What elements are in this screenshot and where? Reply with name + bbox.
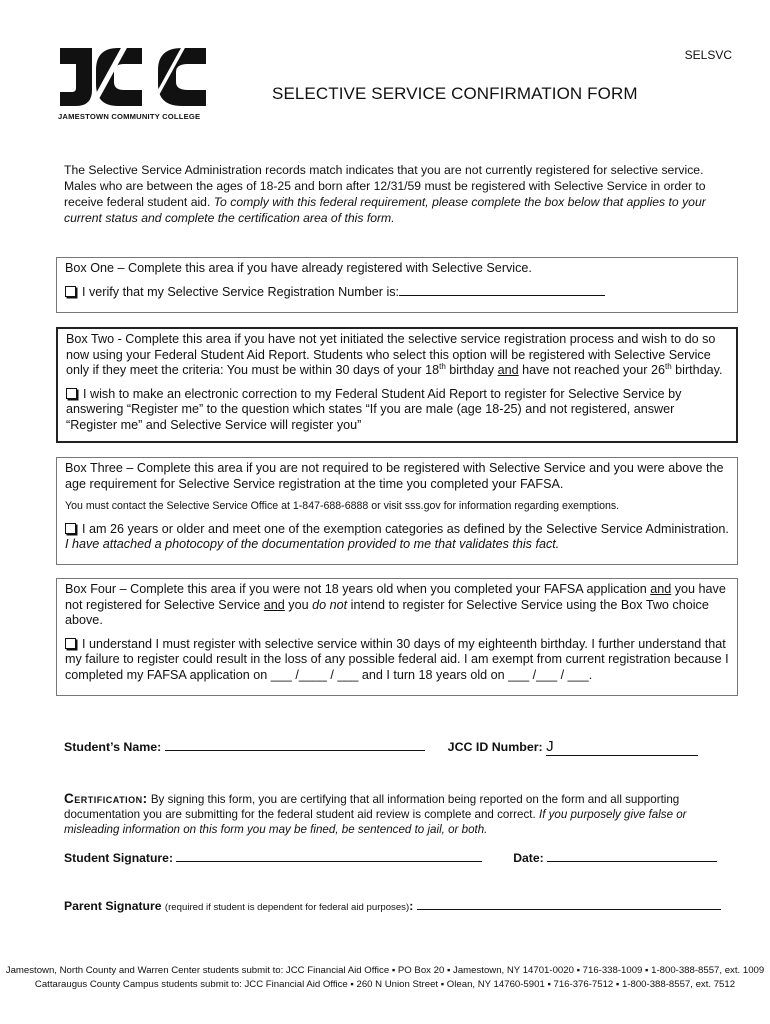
footer-line-2: Cattaraugus County Campus students submit to: JCC Financial Aid Office ▪ 260 N Union Street ▪ Olean, NY 14760-5901 ▪ 716-376-7512 ▪ 1-800-388-8557, ext. 7512 xyxy=(34,979,736,990)
signature-row xyxy=(64,851,724,865)
jcc-logo-graphic xyxy=(58,46,208,108)
box-three-checkbox[interactable] xyxy=(65,523,76,534)
certification-text: By signing this form, you are certifying that all information being reported on the form and all supporting documentation you are submitting for the federal student aid review is complete and correct. xyxy=(64,793,680,821)
parent-signature-row: Parent Signature (required if student is dependent for federal aid purposes): xyxy=(64,899,724,913)
footer xyxy=(0,964,770,992)
intro-text: The Selective Service Administration records match indicates that you are not currently registered for selective service. Males who are between the ages of 18-25 and born after 12/31/59 must be registered with Selective Service in order to receive federal student aid. xyxy=(64,163,706,209)
parent-signature-label: Parent Signature xyxy=(64,899,162,913)
student-signature-label: Student Signature: xyxy=(64,851,174,865)
date-field[interactable] xyxy=(547,861,717,862)
intro-paragraph xyxy=(64,162,726,226)
jcc-id-label: JCC ID Number: xyxy=(447,740,543,754)
date-label: Date: xyxy=(513,851,544,865)
form-code: SELSVC xyxy=(684,48,732,62)
student-signature-field[interactable] xyxy=(176,861,482,862)
jcc-id-prefix: J xyxy=(546,738,554,755)
student-name-label: Student’s Name: xyxy=(64,740,162,754)
box-four-option: I understand I must register with selective service within 30 days of my eighteenth birthday. I further understand that my failure to register could result in the loss of any possible federal aid. I am exempt from current registration because I completed my FAFSA application on ___ /____ / ___ and I turn 18 years old on ___ /___ / ___. xyxy=(65,636,729,682)
registration-number-field[interactable] xyxy=(399,295,605,296)
box-three-contact: You must contact the Selective Service Office at 1-847-688-6888 or visit sss.gov for information regarding exemptions. xyxy=(65,500,620,512)
box-one-option: I verify that my Selective Service Registration Number is: xyxy=(82,284,400,299)
college-logo xyxy=(58,46,208,128)
page-title: SELECTIVE SERVICE CONFIRMATION FORM xyxy=(272,84,638,103)
certification-heading: Certification: xyxy=(64,791,148,806)
box-two-checkbox[interactable] xyxy=(66,388,77,399)
box-three-option-note: I have attached a photocopy of the documentation provided to me that validates this fact. xyxy=(65,537,560,551)
box-one xyxy=(56,257,738,313)
box-three-heading: Box Three – Complete this area if you are not required to be registered with Selective Service and you were above the age requirement for Selective Service registration at the time you completed your FAFSA. xyxy=(65,461,724,491)
box-two xyxy=(56,327,738,443)
box-three-option: I am 26 years or older and meet one of the exemption categories as defined by the Selective Service Administration. xyxy=(82,521,729,536)
box-two-option: I wish to make an electronic correction to my Federal Student Aid Report to register for Selective Service by answering “Register me” to the question which states “If you are male (age 18-25) and not registered, answer “Register me” and Selective Service will register you” xyxy=(66,386,682,432)
box-three xyxy=(56,457,738,565)
box-four xyxy=(56,578,738,696)
college-name: JAMESTOWN COMMUNITY COLLEGE xyxy=(58,112,201,121)
box-one-heading: Box One – Complete this area if you have already registered with Selective Service. xyxy=(65,261,532,275)
student-name-field[interactable] xyxy=(165,750,425,751)
intro-instructions: To comply with this federal requirement, please complete the box below that applies to your current status and complete the certification area of this form. xyxy=(64,195,706,225)
parent-signature-field[interactable] xyxy=(417,909,721,910)
parent-signature-note: (required if student is dependent for federal aid purposes) xyxy=(164,902,410,913)
certification-section xyxy=(64,791,728,837)
box-two-heading: Box Two - Complete this area if you have not yet initiated the selective service registration process and wish to do so now using your Federal Student Aid Report. Students who select this option will be registered with Selective Service only if they meet the criteria: You must be within 30 days of your 18th birthday and have not reached your 26th birthday. xyxy=(66,332,723,377)
box-four-heading: Box Four – Complete this area if you were not 18 years old when you completed your FAFSA application and you have not registered for Selective Service and you do not intend to register for Selective Service using the Box Two choice above. xyxy=(65,582,726,627)
jcc-id-field[interactable] xyxy=(546,738,698,756)
student-info-row xyxy=(64,738,724,756)
box-four-checkbox[interactable] xyxy=(65,638,76,649)
box-one-checkbox[interactable] xyxy=(65,286,76,297)
footer-line-1: Jamestown, North County and Warren Center students submit to: JCC Financial Aid Office ▪ PO Box 20 ▪ Jamestown, NY 14701-0020 ▪ 716-338-1009 ▪ 1-800-388-8557, ext. 1009 xyxy=(5,965,765,976)
certification-warning: If you purposely give false or misleading information on this form you may be fined, be sentenced to jail, or both. xyxy=(64,808,687,836)
